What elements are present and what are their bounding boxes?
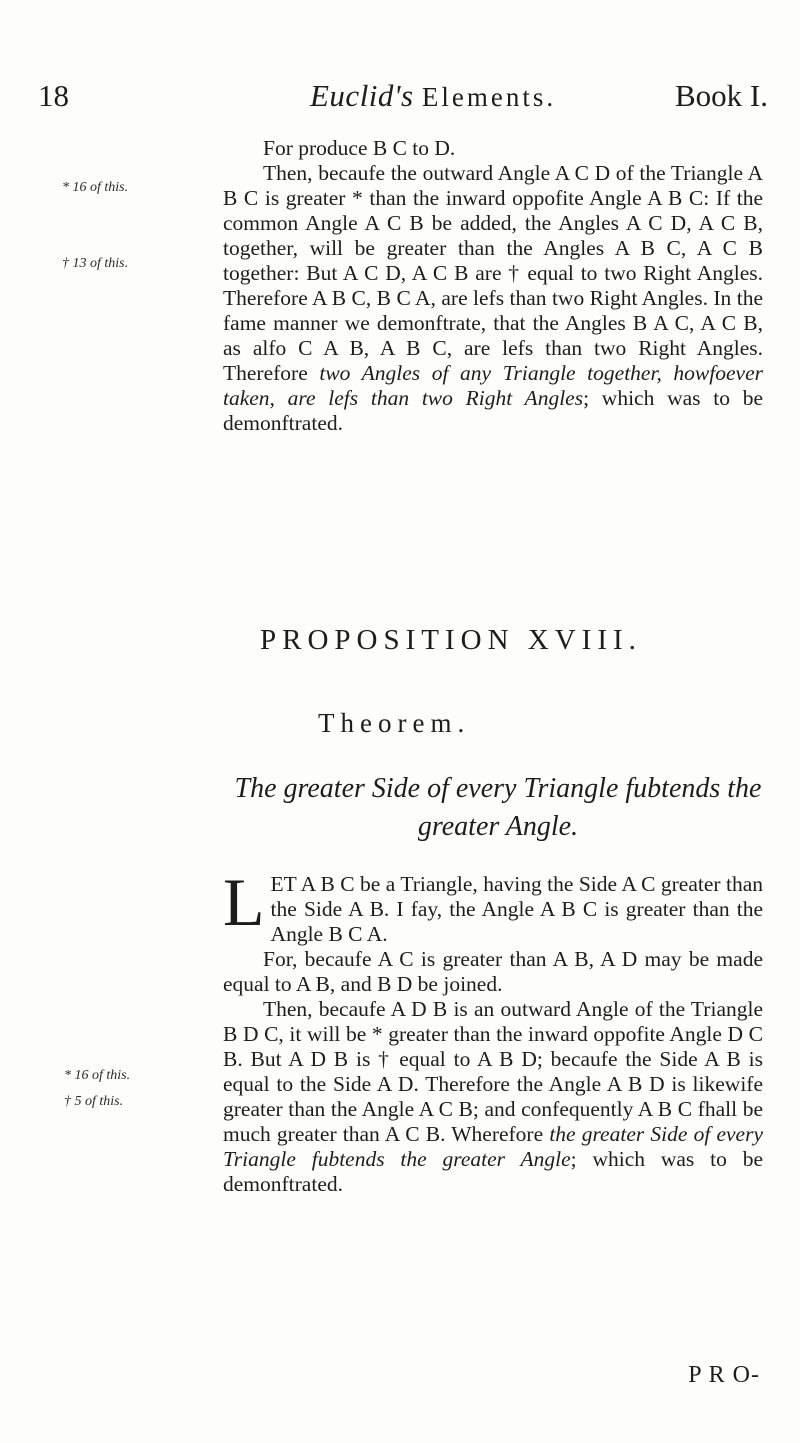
- proof-conclusion: the greater Side of every Triangle fubtends the greater Angle: [223, 1122, 763, 1171]
- opening-text: ET A B C be a Triangle, having the Side A C greater than the Side A B. I fay, the Angle A B C is greater than the Angle B C A.: [270, 872, 763, 946]
- proof-text: [223, 161, 763, 436]
- proof-qed: ; which was to be demonftrated.: [223, 1147, 763, 1196]
- running-title: [310, 78, 556, 114]
- page-number: 18: [38, 78, 69, 113]
- theorem-heading: Theorem.: [318, 708, 471, 738]
- construction-text: For, becaufe A C is greater than A B, A D may be made equal to A B, and B D be joined.: [223, 947, 763, 996]
- proof-text: [223, 997, 763, 1197]
- proof-first-line: For produce B C to D.: [263, 136, 456, 160]
- title-author: Euclid's: [310, 78, 414, 113]
- proof-conclusion: two Angles of any Triangle together, howfoever taken, are lefs than two Right Angles: [223, 361, 763, 410]
- proof-qed: ; which was to be demonftrated.: [223, 386, 763, 435]
- proposition-heading: PROPOSITION XVIII.: [260, 624, 642, 656]
- enunciation: The greater Side of every Triangle fubtends the greater Angle.: [234, 773, 762, 842]
- title-work: Elements.: [421, 82, 557, 112]
- proof-text-plain: Then, becaufe A D B is an outward Angle of the Triangle B D C, it will be * greater than the inward oppofite Angle D C B. But A D B is † equal to A B D; becaufe the Side A B is equal to the Side A D. Therefore the Angle A B D is likewife greater than the Angle A C B; and confequently A B C fhall be much greater than A C B. Wherefore: [223, 997, 763, 1146]
- margin-note: * 16 of this.: [62, 180, 129, 195]
- proof-paragraph: [223, 136, 763, 436]
- margin-note: † 13 of this.: [62, 256, 129, 271]
- proof-text-plain: Then, becaufe the outward Angle A C D of the Triangle A B C is greater * than the inward oppofite Angle A B C: If the common Angle A C B be added, the Angles A C D, A C B, together, will be greater than the Angles A B C, A C B together: But A C D, A C B are † equal to two Right Angles. Therefore A B C, B C A, are lefs than two Right Angles. In the fame manner we demonftrate, that the Angles B A C, A C B, as alfo C A B, A B C, are lefs than two Right Angles. Therefore: [223, 161, 763, 385]
- drop-cap: L: [223, 864, 265, 940]
- catchword: P R O-: [688, 1362, 760, 1388]
- proof-paragraph: [223, 864, 763, 1197]
- margin-note: † 5 of this.: [64, 1094, 124, 1109]
- margin-note: * 16 of this.: [64, 1068, 131, 1083]
- opening-paragraph: [223, 864, 763, 947]
- running-header: [38, 78, 768, 122]
- book-label: Book I.: [675, 78, 768, 113]
